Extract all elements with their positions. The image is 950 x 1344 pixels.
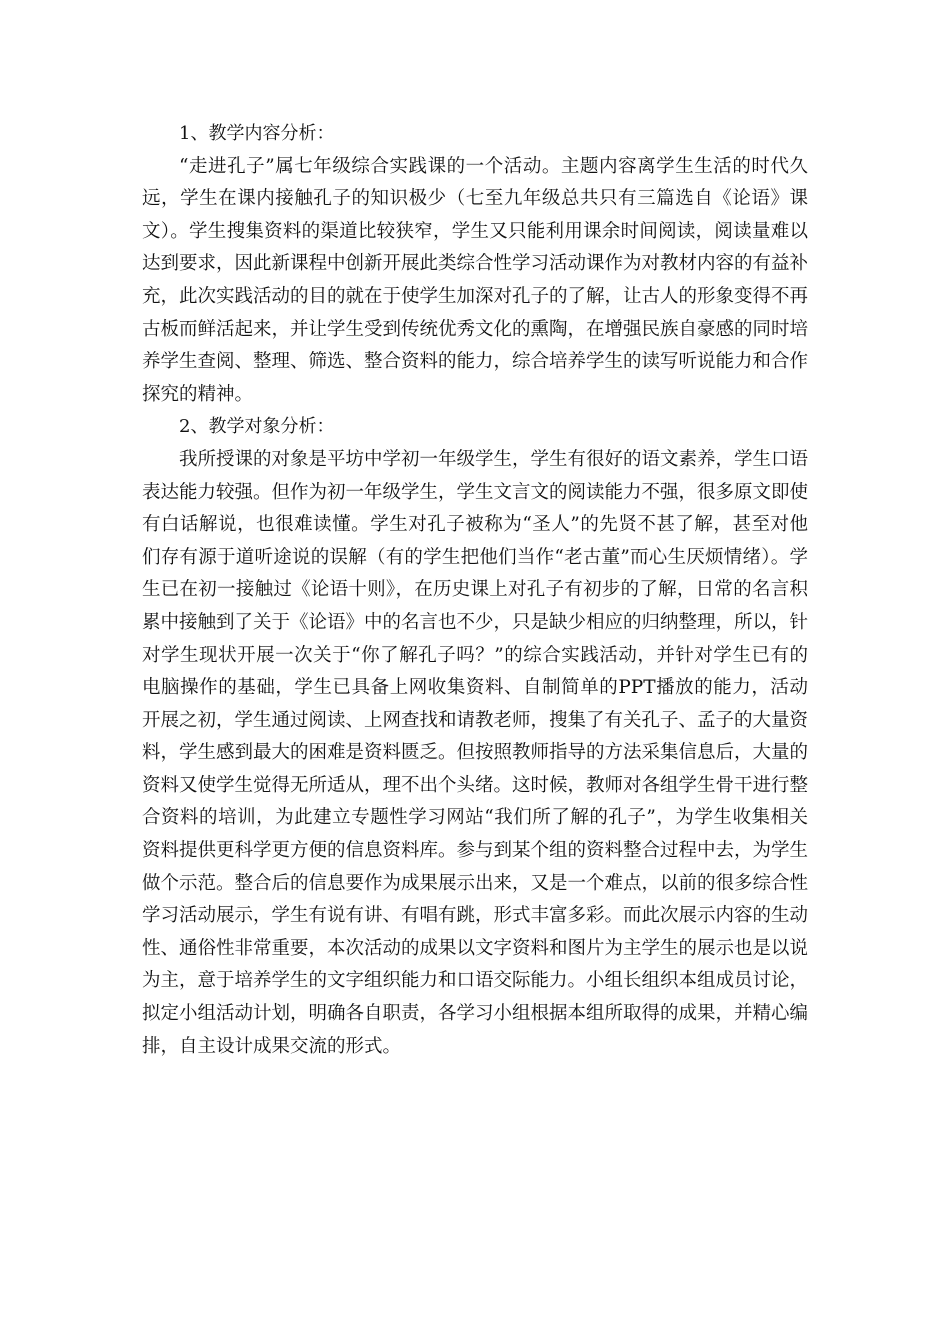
- section-heading-audience-analysis: 2、教学对象分析：: [179, 416, 335, 438]
- section-heading-content-analysis: 1、教学内容分析：: [179, 123, 335, 144]
- paragraph-audience-analysis: 我所授课的对象是平坊中学初一年级学生，学生有很好的语文素养，学生口语表达能力较强。但作为初一年级学生，学生文言文的阅读能力不强，很多原文即使有白话解说，也很难读懂。学生对孔子被称为“圣人”的先贤不甚了解，甚至对他们存有源于道听途说的误解（有的学生把他们当作“老古董”而心生厌烦情绪）。学生已在初一接触过《论语十则》，在历史课上对孔子有初步的了解，日常的名言积累中接触到了关于《论语》中的名言也不少，只是缺少相应的归纳整理，所以，针对学生现状开展一次关于“你了解孔子吗？”的综合实践活动，并针对学生已有的电脑操作的基础，学生已具备上网收集资料、自制简单的PPT播放的能力，活动开展之初，学生通过阅读、上网查找和请教老师，搜集了有关孔子、孟子的大量资料，学生感到最大的困难是资料匮乏。但按照教师指导的方法采集信息后，大量的资料又使学生觉得无所适从，理不出个头绪。这时候，教师对各组学生骨干进行整合资料的培训，为此建立专题性学习网站“我们所了解的孔子”，为学生收集相关资料提供更科学更方便的信息资料库。参与到某个组的资料整合过程中去，为学生做个示范。整合后的信息要作为成果展示出来，又是一个难点，以前的很多综合性学习活动展示，学生有说有讲、有唱有跳，形式丰富多彩。而此次展示内容的生动性、通俗性非常重要，本次活动的成果以文字资料和图片为主学生的展示也是以说为主，意于培养学生的文字组织能力和口语交际能力。小组长组织本组成员讨论，拟定小组活动计划，明确各自职责，各学习小组根据本组所取得的成果，并精心编排，自主设计成果交流的形式。: [142, 448, 809, 1057]
- paragraph-content-analysis: “走进孔子”属七年级综合实践课的一个活动。主题内容离学生生活的时代久远，学生在课内接触孔子的知识极少（七至九年级总共只有三篇选自《论语》课文）。学生搜集资料的渠道比较狭窄，学生又只能利用课余时间阅读，阅读量难以达到要求，因此新课程中创新开展此类综合性学习活动课作为对教材内容的有益补充，此次实践活动的目的就在于使学生加深对孔子的了解，让古人的形象变得不再古板而鲜活起来，并让学生受到传统优秀文化的熏陶，在增强民族自豪感的同时培养学生查阅、整理、筛选、整合资料的能力，综合培养学生的读写听说能力和合作探究的精神。: [142, 155, 809, 405]
- document-body: [142, 118, 808, 1063]
